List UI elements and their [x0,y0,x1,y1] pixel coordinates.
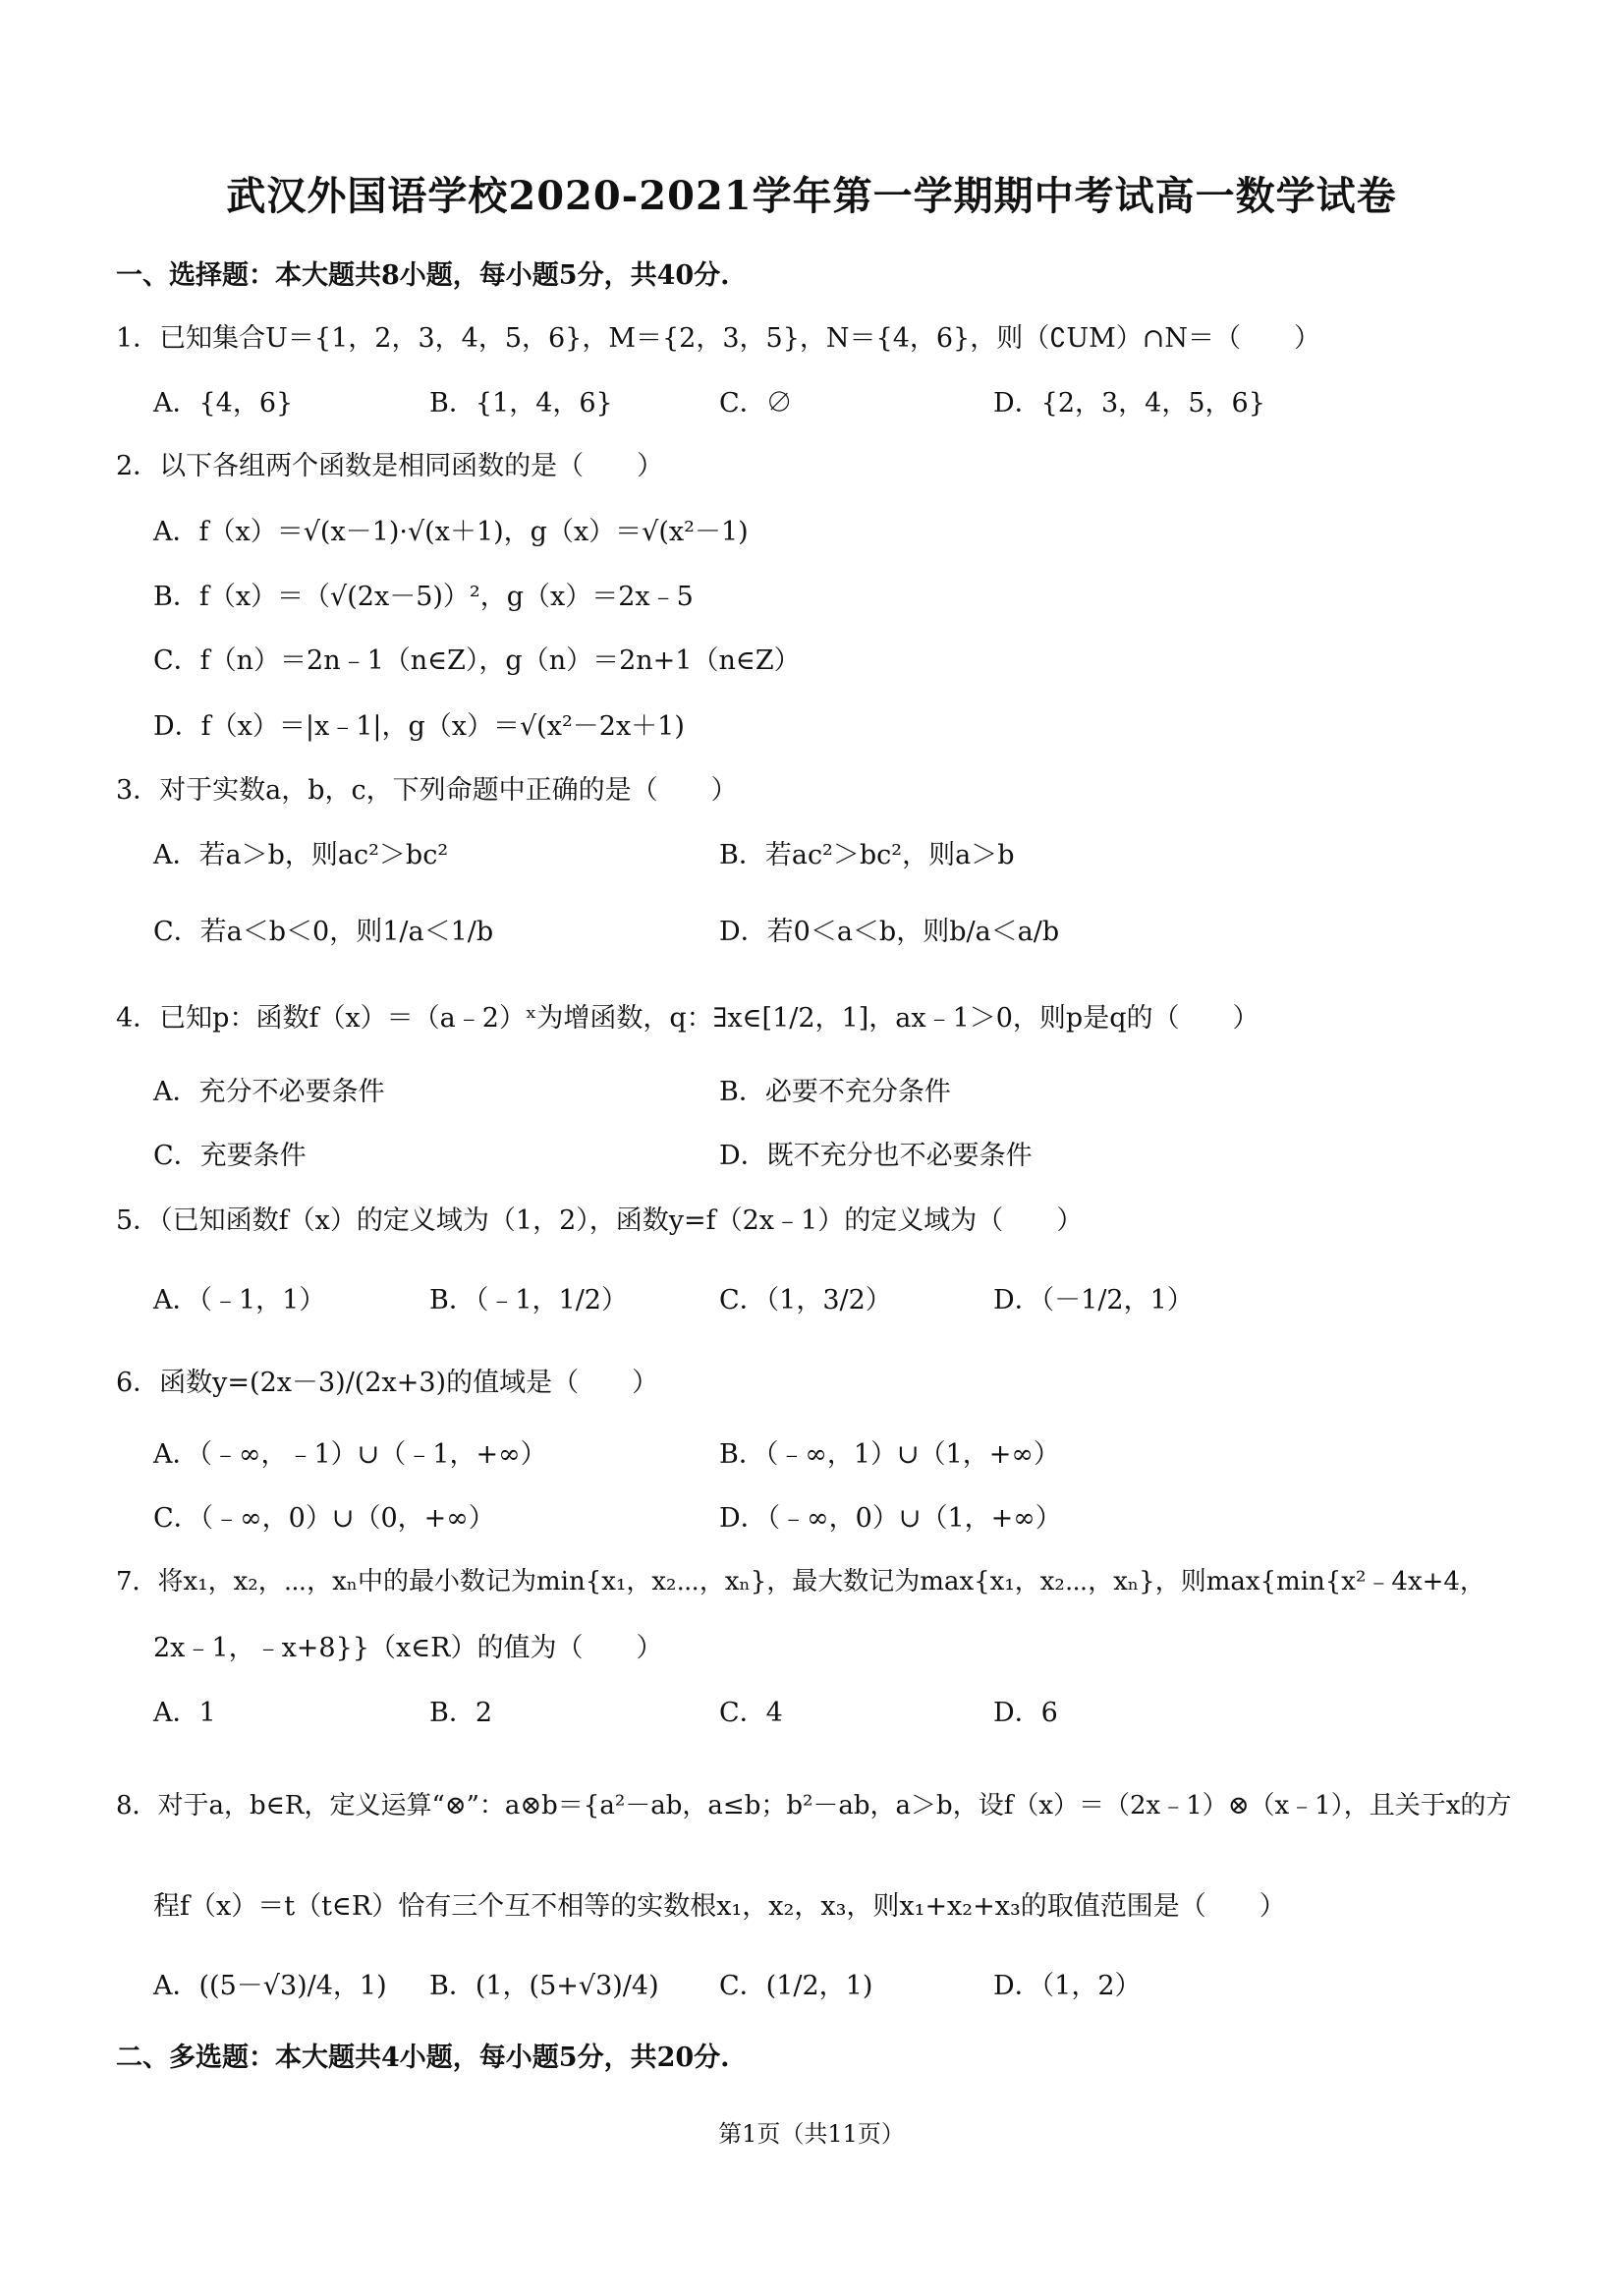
question-6-stem: 6．函数y=(2x－3)/(2x+3)的值域是（ ） [116,1368,659,1398]
question-1-option-b: B．{1，4，6} [429,388,613,419]
question-1-option-d: D．{2，3，4，5，6} [993,388,1265,419]
question-1-option-c: C．∅ [719,388,793,419]
question-1-stem: 1．已知集合U＝{1，2，3，4，5，6}，M＝{2，3，5}，N＝{4，6}，则（∁UM）∩N＝（ ） [116,323,1321,354]
question-1-option-a: A．{4，6} [153,388,294,419]
question-6-option-c: C．（﹣∞，0）∪（0，+∞） [153,1503,495,1534]
question-7-option-b: B．2 [429,1698,493,1728]
question-3-option-a: A．若a＞b，则ac²＞bc² [153,840,449,870]
question-6-option-b: B．（﹣∞，1）∪（1，+∞） [719,1439,1060,1470]
page-number: 第1页（共11页） [718,2120,905,2148]
question-4-option-a: A．充分不必要条件 [153,1077,385,1107]
question-4-option-d: D．既不充分也不必要条件 [719,1141,1033,1171]
question-2-option-a: A．f（x）＝√(x－1)·√(x＋1)，g（x）＝√(x²－1) [153,517,749,547]
question-3-option-d: D．若0＜a＜b，则b/a＜a/b [719,917,1060,947]
question-3-option-c: C．若a＜b＜0，则1/a＜1/b [153,917,494,947]
question-2-option-b: B．f（x）＝（√(2x－5)）²，g（x）＝2x﹣5 [153,582,694,612]
question-8-option-d: D．（1，2） [993,1971,1142,2001]
question-4-option-b: B．必要不充分条件 [719,1077,951,1107]
exam-title: 武汉外国语学校2020-2021学年第一学期期中考试高一数学试卷 [226,173,1397,219]
question-8-stem-continued: 程f（x）＝t（t∈R）恰有三个互不相等的实数根x₁，x₂，x₃，则x₁+x₂+x₃的取值范围是（ ） [153,1891,1286,1922]
question-8-stem: 8．对于a，b∈R，定义运算“⊗”：a⊗b＝{a²－ab，a≤b；b²－ab，a＞b，设f（x）＝（2x﹣1）⊗（x﹣1），且关于x的方 [116,1791,1512,1820]
question-8-option-a: A．((5－√3)/4，1) [153,1971,387,2001]
question-4-stem: 4．已知p：函数f（x）＝（a﹣2）ˣ为增函数，q：∃x∈[1/2，1]，ax﹣1＞0，则p是q的（ ） [116,1003,1259,1034]
question-2-stem: 2．以下各组两个函数是相同函数的是（ ） [116,451,664,481]
question-5-option-d: D．（－1/2，1） [993,1285,1194,1316]
question-7-stem: 7．将x₁，x₂，⋯，xₙ中的最小数记为min{x₁，x₂⋯，xₙ}，最大数记为max{x₁，x₂⋯，xₙ}，则max{min{x²﹣4x+4， [116,1567,1485,1596]
question-7-option-c: C．4 [719,1698,783,1728]
question-5-option-c: C．（1，3/2） [719,1285,892,1316]
question-3-option-b: B．若ac²＞bc²，则a＞b [719,840,1015,870]
question-7-option-a: A．1 [153,1698,216,1728]
question-3-stem: 3．对于实数a，b，c，下列命题中正确的是（ ） [116,775,738,806]
question-5-option-a: A．（﹣1，1） [153,1285,326,1316]
question-6-option-a: A．（﹣∞，﹣1）∪（﹣1，+∞） [153,1439,547,1470]
question-4-option-c: C．充要条件 [153,1141,307,1171]
question-6-option-d: D．（﹣∞，0）∪（1，+∞） [719,1503,1062,1534]
question-2-option-d: D．f（x）＝|x﹣1|，g（x）＝√(x²－2x＋1) [153,711,685,742]
question-5-stem: 5．（已知函数f（x）的定义域为（1，2），函数y=f（2x﹣1）的定义域为（ ） [116,1205,1084,1236]
section-heading-choice: 一、选择题：本大题共8小题，每小题5分，共40分. [116,260,730,291]
section-heading-multiple-choice: 二、多选题：本大题共4小题，每小题5分，共20分. [116,2043,730,2073]
question-7-option-d: D．6 [993,1698,1058,1728]
question-5-option-b: B．（﹣1，1/2） [429,1285,628,1316]
question-8-option-c: C．(1/2，1) [719,1971,873,2001]
question-2-option-c: C．f（n）＝2n﹣1（n∈Z），g（n）＝2n+1（n∈Z） [153,645,801,676]
question-8-option-b: B．(1，(5+√3)/4) [429,1971,659,2001]
question-7-stem-continued: 2x﹣1，﹣x+8}}（x∈R）的值为（ ） [153,1633,663,1663]
